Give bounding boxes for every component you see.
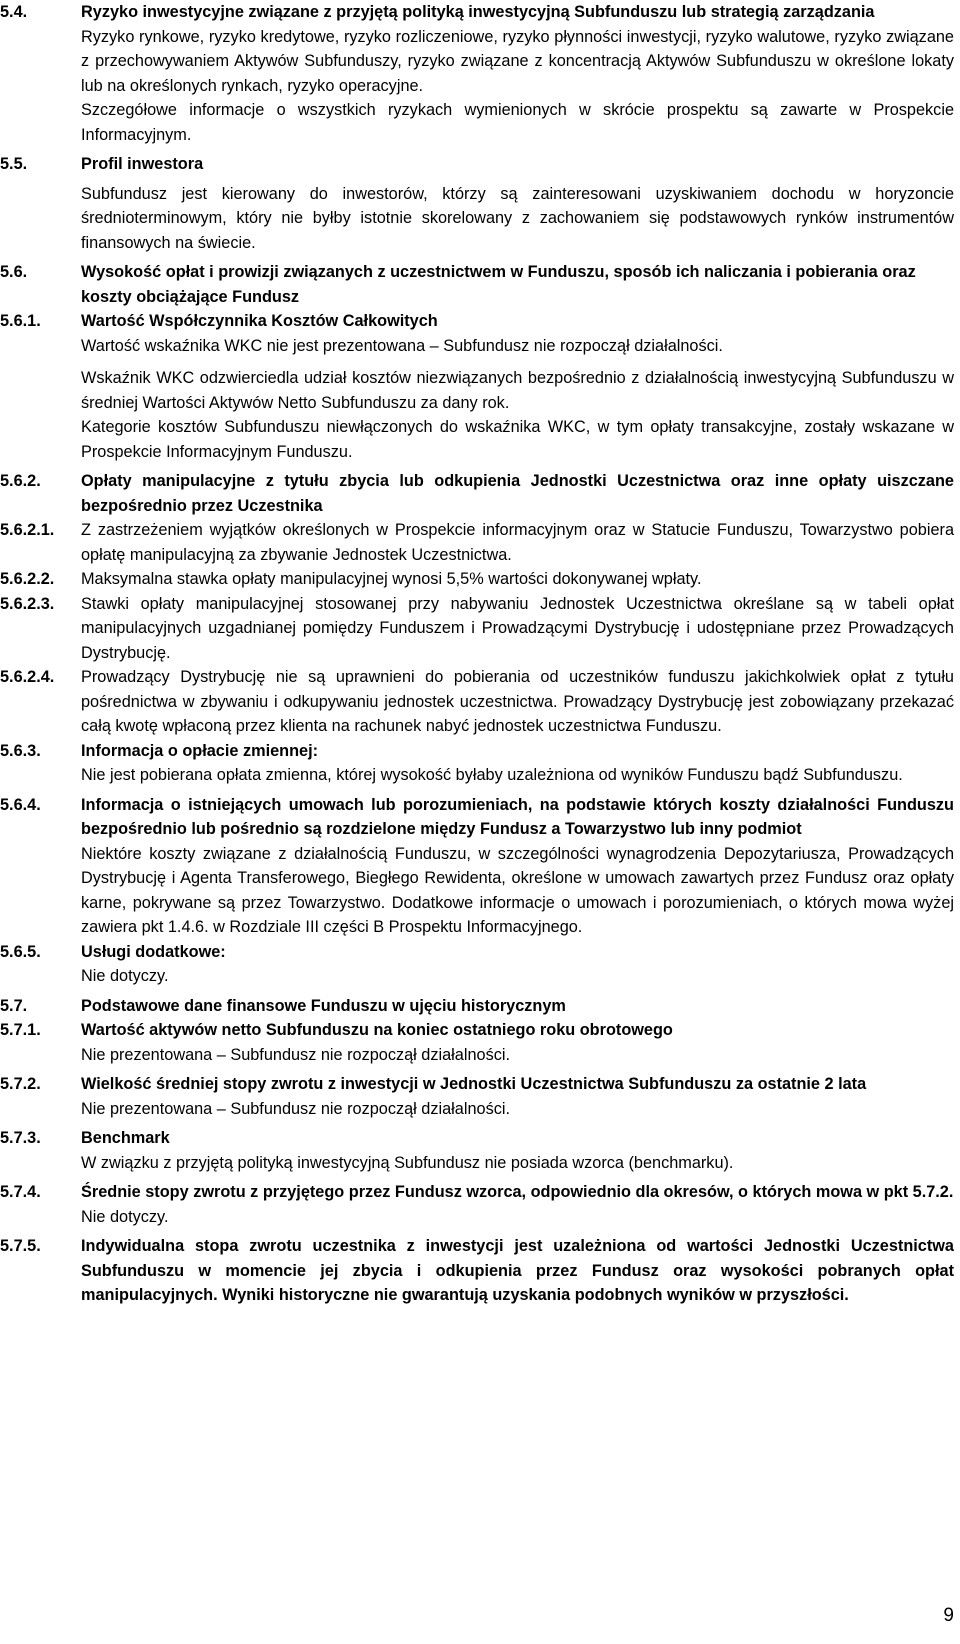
section-5-6-3: [0, 739, 954, 788]
paragraph: Kategorie kosztów Subfunduszu niewłączonych do wskaźnika WKC, w tym opłaty transakcyjne, zostały wskazane w Prospekcie Informacyjnym Funduszu.: [81, 418, 954, 461]
section-5-6-4: [0, 793, 954, 940]
section-heading: Informacja o opłacie zmiennej:: [81, 741, 319, 760]
section-number: 5.7.1.: [0, 1021, 41, 1039]
section-number: 5.6.2.3.: [0, 594, 55, 613]
section-heading: Opłaty manipulacyjne z tytułu zbycia lub odkupienia Jednostki Uczestnictwa oraz inne opłaty uiszczane bezpośrednio przez Uczestnika: [81, 472, 954, 515]
section-5-5: [0, 152, 954, 255]
section-heading: Informacja o istniejących umowach lub porozumieniach, na podstawie których koszty działalności Funduszu bezpośrednio lub pośrednio są rozdzielone między Fundusz a Towarzystwo lub inny podmiot: [81, 795, 954, 838]
section-5-7-4: [0, 1180, 954, 1229]
section-number: 5.7.2.: [0, 1075, 41, 1093]
section-5-7-5: [0, 1234, 954, 1308]
section-5-7-3: [0, 1126, 954, 1175]
section-heading: Profil inwestora: [81, 155, 204, 173]
paragraph: Z zastrzeżeniem wyjątków określonych w Prospekcie informacyjnym oraz w Statucie Funduszu, Towarzystwo pobiera opłatę manipulacyjną za zbywanie Jednostek Uczestnictwa.: [81, 521, 954, 564]
section-heading: Wysokość opłat i prowizji związanych z uczestnictwem w Funduszu, sposób ich naliczania i pobierania oraz koszty obciążające Fundusz: [81, 263, 916, 306]
section-number: 5.7.3.: [0, 1129, 41, 1147]
paragraph: Nie prezentowana – Subfundusz nie rozpoczął działalności.: [81, 1099, 510, 1118]
section-heading: Benchmark: [81, 1129, 170, 1147]
section-heading: Ryzyko inwestycyjne związane z przyjętą polityką inwestycyjną Subfunduszu lub strategią zarządzania: [81, 3, 875, 21]
paragraph: Niektóre koszty związane z działalnością Funduszu, w szczególności wynagrodzenia Depozytariusza, Prowadzących Dystrybucję i Agenta Transferowego, Biegłego Rewidenta, określone w umowach zawartych przez Fundusz oraz opłaty karne, pokrywane są przez Towarzystwo. Dodatkowe informacje o umowach i porozumieniach, o których mowa wyżej zawiera pkt 1.4.6. w Rozdziale III części B Prospektu Informacyjnego.: [81, 844, 954, 936]
section-number: 5.6.2.: [0, 472, 41, 490]
paragraph: Subfundusz jest kierowany do inwestorów, którzy są zainteresowani uzyskiwaniem dochodu w horyzoncie średnioterminowym, który nie byłby istotnie skorelowany z zachowaniem się podstawowych rynków instrumentów finansowych na świecie.: [81, 184, 954, 252]
section-heading: Wartość Współczynnika Kosztów Całkowitych: [81, 312, 438, 330]
paragraph: Maksymalna stawka opłaty manipulacyjnej wynosi 5,5% wartości dokonywanej wpłaty.: [81, 570, 702, 588]
section-number: 5.4.: [0, 3, 28, 21]
section-number: 5.6.5.: [0, 942, 41, 961]
section-5-6-2-1: [0, 518, 954, 567]
section-number: 5.6.4.: [0, 795, 41, 814]
paragraph: Nie jest pobierana opłata zmienna, której wysokość byłaby uzależniona od wyników Funduszu bądź Subfunduszu.: [81, 766, 903, 784]
section-number: 5.6.3.: [0, 741, 41, 760]
section-number: 5.7.: [0, 996, 28, 1015]
section-number: 5.7.4.: [0, 1183, 41, 1201]
paragraph: Stawki opłaty manipulacyjnej stosowanej przy nabywaniu Jednostek Uczestnictwa określane są w tabeli opłat manipulacyjnych uzgadnianej pomiędzy Funduszem i Prowadzącymi Dystrybucję i udostępniane przez Prowadzących Dystrybucję.: [81, 594, 954, 662]
section-number: 5.6.: [0, 263, 28, 281]
section-5-7: [0, 994, 954, 1019]
section-number: 5.5.: [0, 155, 28, 173]
section-5-6-2-4: [0, 665, 954, 739]
paragraph: W związku z przyjętą polityką inwestycyjną Subfundusz nie posiada wzorca (benchmarku).: [81, 1153, 734, 1172]
paragraph: Wartość wskaźnika WKC nie jest prezentowana – Subfundusz nie rozpoczął działalności.: [81, 336, 723, 355]
paragraph: Nie dotyczy.: [81, 967, 169, 985]
section-heading: Usługi dodatkowe:: [81, 942, 226, 961]
section-heading: Podstawowe dane finansowe Funduszu w ujęciu historycznym: [81, 996, 566, 1015]
paragraph: Nie dotyczy.: [81, 1207, 169, 1226]
section-5-7-2: [0, 1072, 954, 1121]
section-5-6-2-2: [0, 567, 954, 592]
section-heading: Wartość aktywów netto Subfunduszu na koniec ostatniego roku obrotowego: [81, 1021, 673, 1039]
paragraph: Nie prezentowana – Subfundusz nie rozpoczął działalności.: [81, 1045, 510, 1064]
section-number: 5.6.2.2.: [0, 570, 55, 588]
paragraph: Prowadzący Dystrybucję nie są uprawnieni do pobierania od uczestników funduszu jakichkolwiek opłat z tytułu pośrednictwa w zbywaniu i odkupywaniu jednostek uczestnictwa. Prowadzący Dystrybucję jest zobowiązany przekazać całą kwotę wpłaconą przez klienta na rachunek nabyć jednostek uczestnictwa Funduszu.: [81, 668, 954, 735]
section-5-6-1: [0, 309, 954, 464]
paragraph: Ryzyko rynkowe, ryzyko kredytowe, ryzyko rozliczeniowe, ryzyko płynności inwestycji, ryzyko walutowe, ryzyko związane z przechowywaniem Aktywów Subfunduszy, ryzyko związane z koncentracją Aktywów Subfunduszu w określone lokaty lub na określonych rynkach, ryzyko operacyjne.: [81, 27, 954, 95]
section-number: 5.6.1.: [0, 312, 41, 330]
section-heading: Wielkość średniej stopy zwrotu z inwestycji w Jednostki Uczestnictwa Subfunduszu za ostatnie 2 lata: [81, 1075, 867, 1093]
section-heading: Średnie stopy zwrotu z przyjętego przez Fundusz wzorca, odpowiednio dla okresów, o których mowa w pkt 5.7.2.: [81, 1183, 954, 1201]
section-5-7-1: [0, 1018, 954, 1067]
section-heading: Indywidualna stopa zwrotu uczestnika z inwestycji jest uzależniona od wartości Jednostki Uczestnictwa Subfunduszu w momencie jej zbycia i odkupienia przez Fundusz oraz wysokości pobranych opłat manipulacyjnych. Wyniki historyczne nie gwarantują uzyskania podobnych wyników w przyszłości.: [81, 1237, 954, 1304]
section-5-6-5: [0, 940, 954, 989]
section-5-6-2-3: [0, 592, 954, 666]
section-number: 5.6.2.4.: [0, 668, 55, 686]
paragraph: Wskaźnik WKC odzwierciedla udział kosztów niezwiązanych bezpośrednio z działalnością inwestycyjną Subfunduszu w średniej Wartości Aktywów Netto Subfunduszu za dany rok.: [81, 369, 954, 412]
section-number: 5.6.2.1.: [0, 521, 55, 539]
section-5-6: [0, 260, 954, 309]
section-number: 5.7.5.: [0, 1237, 41, 1255]
page-number: 9: [943, 1605, 954, 1626]
section-5-4: [0, 0, 954, 147]
section-5-6-2: [0, 469, 954, 518]
paragraph: Szczegółowe informacje o wszystkich ryzykach wymienionych w skrócie prospektu są zawarte w Prospekcie Informacyjnym.: [81, 101, 954, 144]
